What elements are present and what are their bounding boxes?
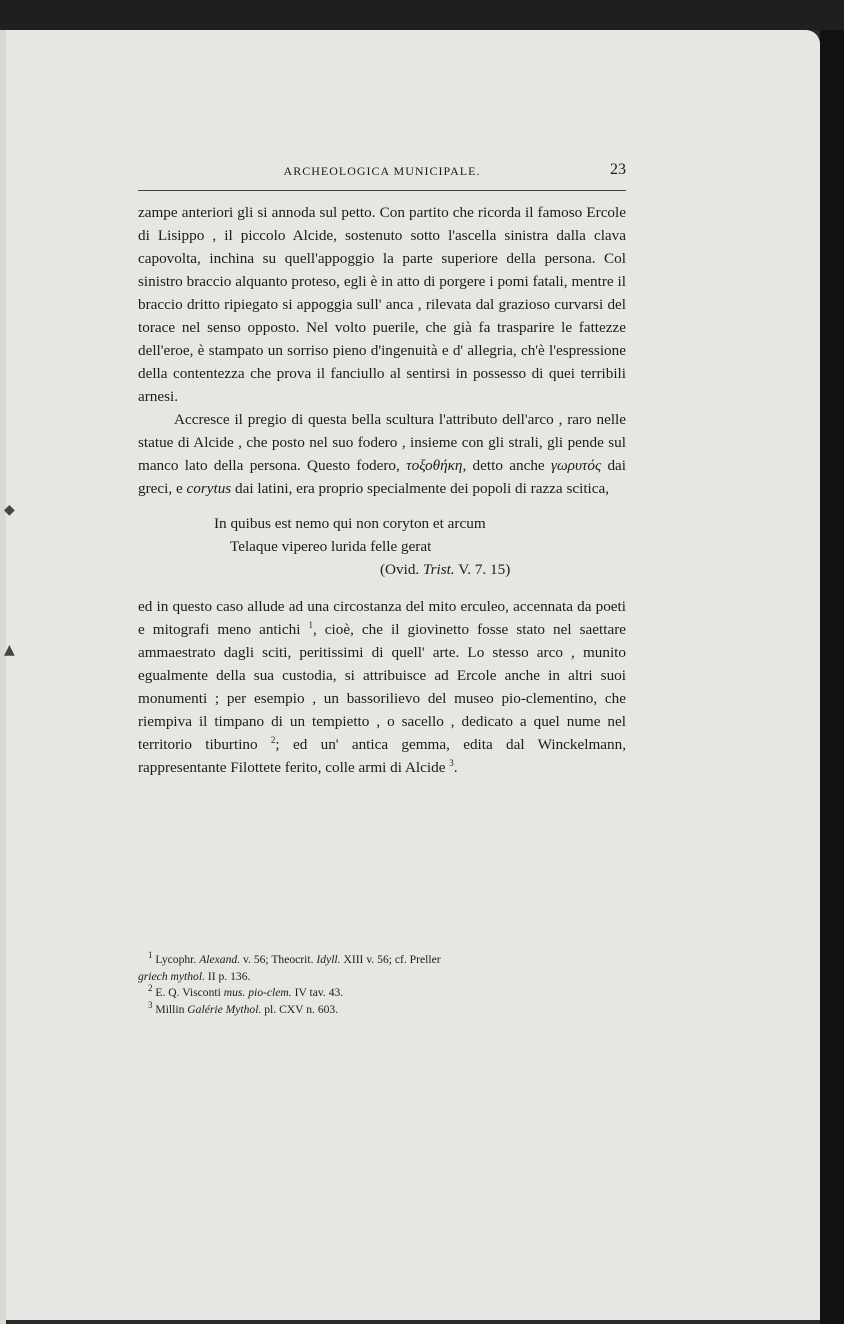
greek-word: γωρυτός — [550, 457, 602, 474]
text-run: Millin — [152, 1002, 188, 1016]
text-run: V. 7. 15) — [454, 561, 511, 578]
text-run: Lycophr. — [152, 953, 200, 966]
text-run: . — [453, 759, 458, 776]
greek-word: τοξοθήκη — [406, 457, 463, 474]
scan-top-border — [0, 0, 844, 30]
paragraph-3 — [138, 595, 626, 779]
footnote-1-continued — [138, 969, 626, 986]
scan-right-border — [820, 30, 844, 1324]
latin-word: corytus — [186, 480, 232, 497]
footnote-number: 3 — [148, 999, 153, 1010]
text-run: dai greci, e — [138, 457, 627, 497]
text-run: II p. 136. — [204, 969, 251, 983]
text-run: XIII v. 56; cf. Preller — [340, 953, 441, 966]
work-title: Alexand. — [199, 953, 241, 966]
running-head: ARCHEOLOGICA MUNICIPALE. — [283, 164, 481, 178]
footnote-ref: 2 — [270, 734, 276, 745]
verse-line-2: Telaque vipereo lurida felle gerat — [230, 538, 432, 555]
verse-line-1: In quibus est nemo qui non coryton et arcum — [214, 515, 486, 532]
verse-quotation — [214, 512, 626, 581]
text-run: dai latini, era proprio specialmente dei popoli di razza scitica, — [231, 480, 610, 497]
footnote-3 — [138, 999, 626, 1019]
work-title: Galérie Mythol. — [187, 1002, 262, 1016]
text-run: pl. CXV n. 603. — [261, 1002, 339, 1016]
text-run: (Ovid. — [380, 561, 424, 578]
margin-arrow-icon: ◆ — [4, 502, 15, 518]
paragraph-1: zampe anteriori gli si annoda sul petto. Con partito che ricorda il famoso Ercole di Lisippo , il piccolo Alcide, sostenuto sotto l'ascella sinistra dalla clava capovolta, inchina su quell'appoggio la parte superiore della persona. Col sinistro braccio alquanto proteso, egli è in atto di porgere i pomi fatali, mentre il braccio dritto ripiegato si appoggia sull' anca , rilevata dal grazioso curvarsi del torace nel senso opposto. Nel volto puerile, che già fa trasparire le fattezze dell'eroe, è stampato un sorriso pieno d'ingenuità e d' allegria, ch'è l'espressione della contentezza che prova il fanciullo al sentirsi in possesso di quei terribili arnesi. — [138, 204, 626, 405]
text-run: ; ed un' antica gemma, edita dal Winckelmann, rappresentante Filottete ferito, colle armi di Alcide — [138, 736, 626, 776]
text-run: ed in questo caso allude ad una circostanza del mito erculeo, accennata da poeti e mitografi meno antichi — [138, 598, 626, 638]
work-title: griech mythol. — [138, 969, 205, 983]
text-run: E. Q. Visconti — [152, 986, 224, 999]
text-run: , detto anche — [462, 457, 551, 474]
work-title: Idyll. — [316, 953, 341, 966]
text-run: , cioè, che il giovinetto fosse stato nel saettare ammaestrato dagli sciti, peritissimi di quell' arte. Lo stesso arco , munito egualmente della sua custodia, si attribuisce ad Ercole anche in altri suoi monumenti ; per esempio , un bassorilievo del museo pio-clementino, che riempiva il timpano di un tempietto , o sacello , dedicato a quel nume nel territorio tiburtino — [138, 621, 626, 753]
page-number: 23 — [610, 161, 626, 178]
footnote-number: 2 — [148, 983, 153, 994]
work-title: mus. pio-clem. — [223, 986, 292, 999]
body-text — [138, 201, 626, 779]
footnote-ref: 3 — [449, 757, 454, 768]
work-title: Trist. — [423, 561, 455, 578]
margin-arrow-icon: ▲ — [4, 642, 15, 658]
text-run: Accresce il pregio di questa bella scultura l'attributo dell'arco , raro nelle statue di Alcide , che posto nel suo fodero , insieme con gli strali, gli pende sul manco lato della persona. Questo fodero, — [138, 411, 626, 474]
page-header — [138, 161, 626, 184]
text-run: v. 56; Theocrit. — [240, 953, 317, 966]
verse-citation — [214, 558, 626, 581]
footnotes — [138, 952, 626, 1018]
paragraph-2 — [138, 408, 626, 500]
text-run: IV tav. 43. — [291, 986, 344, 999]
footnote-ref: 1 — [308, 619, 313, 630]
footnote-1 — [138, 952, 626, 969]
footnote-2 — [138, 985, 626, 1002]
footnote-number: 1 — [148, 950, 153, 961]
header-rule — [138, 190, 626, 191]
